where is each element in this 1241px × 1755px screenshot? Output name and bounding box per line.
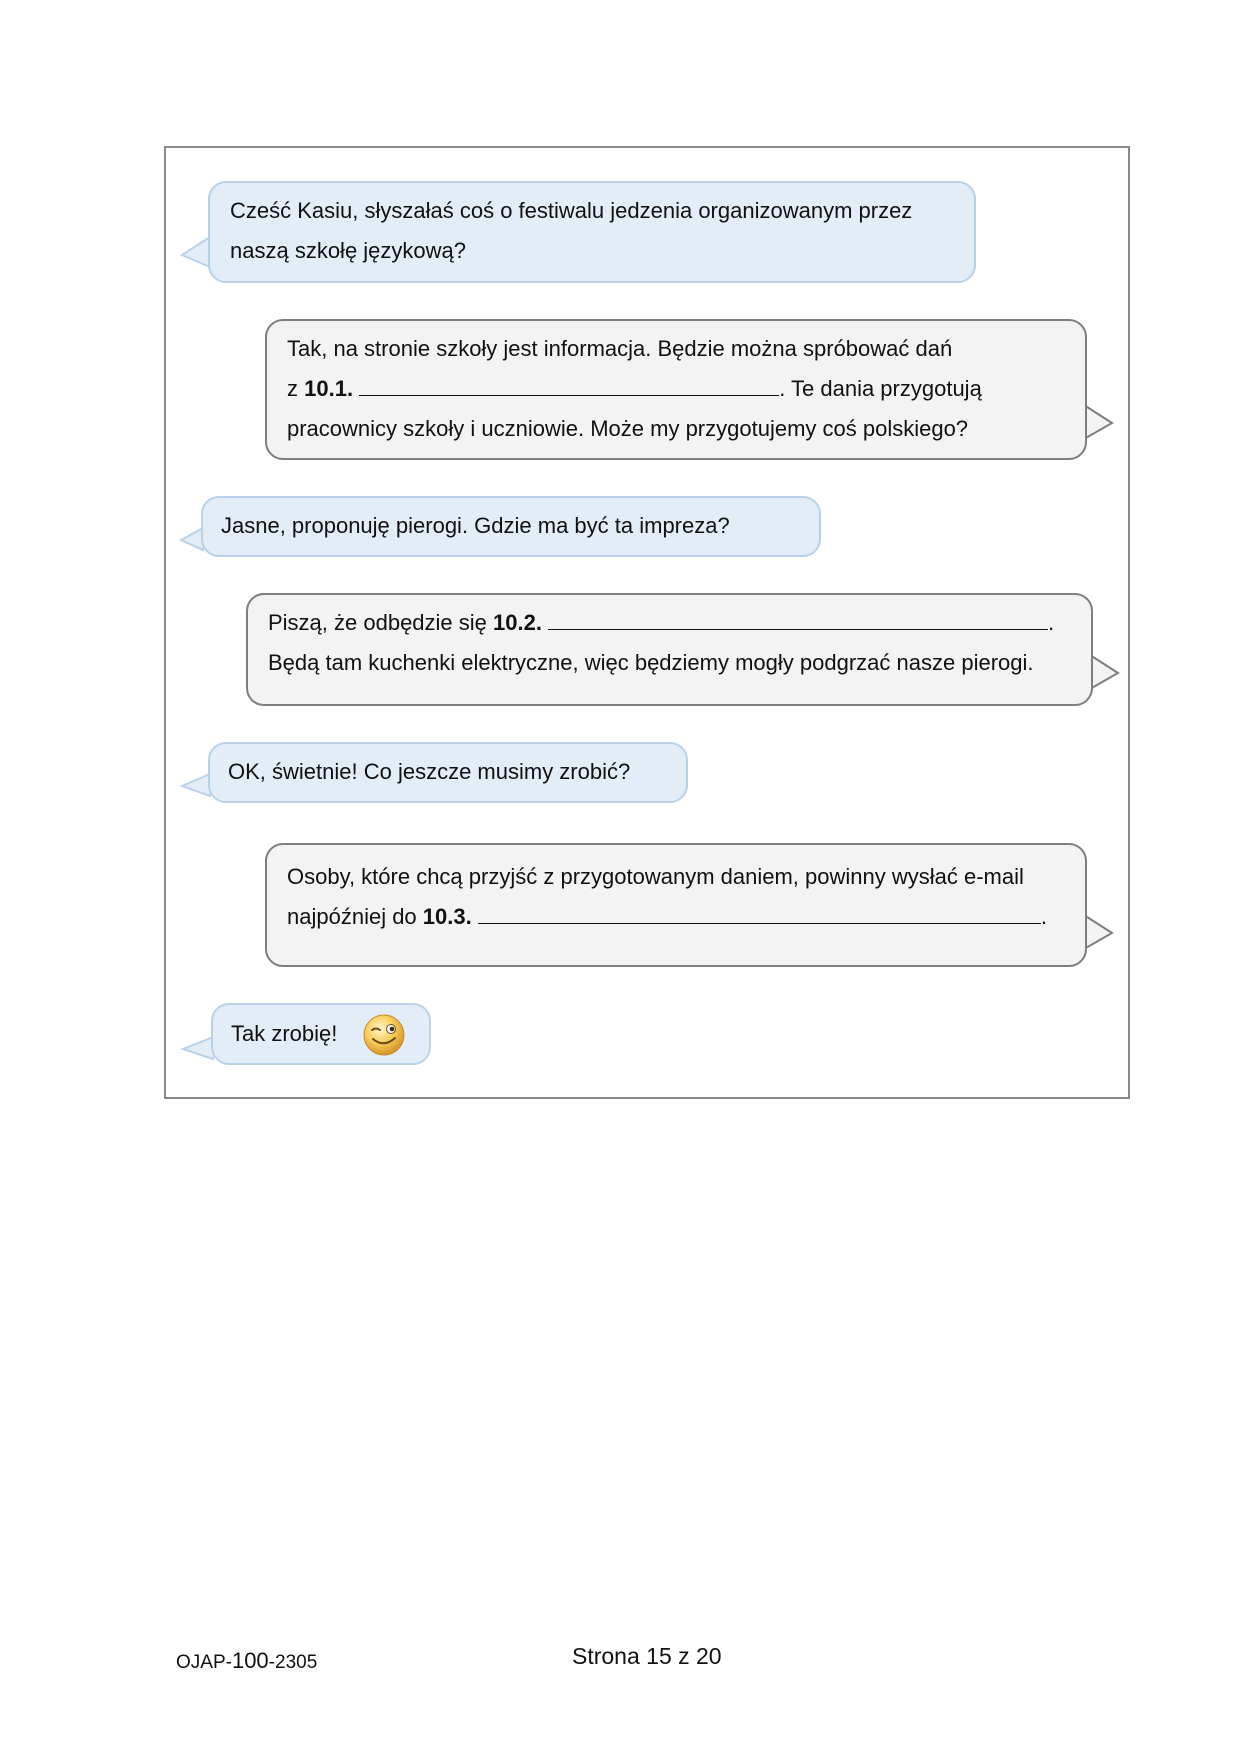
message-text: OK, świetnie! Co jeszcze musimy zrobić? [228, 759, 631, 784]
gap-blank-10-3[interactable] [478, 905, 1041, 924]
message-text: Piszą, że odbędzie się 10.2. . Będą tam kuchenki elektryczne, więc będziemy mogły podgrzać nasze pierogi. [268, 610, 1055, 675]
bubble-tail [181, 1035, 215, 1065]
page-number: Strona 15 z 20 [572, 1643, 722, 1669]
chat-bubble-2 [265, 319, 1087, 460]
chat-bubble-6 [265, 843, 1087, 967]
bubble-tail [1082, 403, 1116, 443]
winking-smiley-icon [362, 1013, 406, 1057]
message-text: Cześć Kasiu, słyszałaś coś o festiwalu jedzenia organizowanym przez naszą szkołę językową? [230, 198, 913, 263]
chat-bubble-5 [208, 742, 688, 803]
message-text: Osoby, które chcą przyjść z przygotowanym daniem, powinny wysłać e-mail najpóźniej do 10.3. . [287, 864, 1047, 929]
message-text: Tak, na stronie szkoły jest informacja. Będzie można spróbować dań z 10.1. . Te dania przygotują pracownicy szkoły i uczniowie. Może my przygotujemy coś polskiego? [287, 336, 982, 441]
gap-label: 10.1. [304, 376, 354, 401]
chat-bubble-7 [211, 1003, 431, 1065]
chat-bubble-4 [246, 593, 1093, 706]
chat-bubble-1 [208, 181, 976, 283]
gap-blank-10-2[interactable] [548, 611, 1048, 630]
bubble-tail [1088, 653, 1122, 693]
bubble-tail [1082, 913, 1116, 953]
gap-label: 10.3. [422, 904, 472, 929]
gap-blank-10-1[interactable] [359, 377, 779, 396]
message-text: Tak zrobię! [231, 1021, 338, 1046]
exam-code: OJAP-100-2305 [176, 1648, 318, 1673]
gap-label: 10.2. [493, 610, 542, 635]
message-text: Jasne, proponuję pierogi. Gdzie ma być ta impreza? [221, 513, 730, 538]
chat-bubble-3 [201, 496, 821, 557]
